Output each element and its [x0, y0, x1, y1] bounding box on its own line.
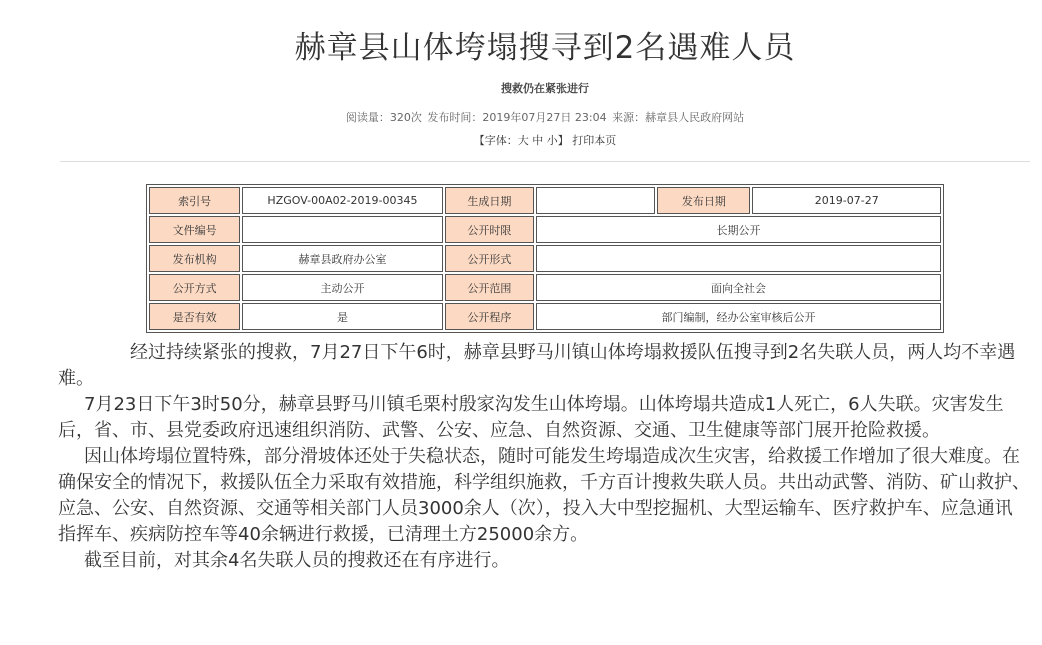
publisher-value: 赫章县政府办公室: [242, 245, 443, 272]
open-period-label: 公开时限: [445, 216, 534, 243]
metadata-table: [146, 184, 944, 333]
open-scope-value: 面向全社会: [536, 274, 941, 301]
index-value: HZGOV-00A02-2019-00345: [242, 187, 443, 214]
paragraph: 7月23日下午3时50分，赫章县野马川镇毛栗村殷家沟发生山体垮塌。山体垮塌共造成1人死亡，6人失联。灾害发生后，省、市、县党委政府迅速组织消防、武警、公安、应急、自然资源、交通、卫生健康等部门展开抢险救援。: [58, 394, 1004, 441]
paragraph: 截至目前，对其余4名失联人员的搜救还在有序进行。: [84, 550, 510, 571]
publish-date-label: 发布日期: [657, 187, 750, 214]
font-size-label: 【字体：: [473, 134, 518, 147]
article-meta: [60, 110, 1030, 126]
publish-time: 发布时间：2019年07月27日 23:04: [427, 111, 607, 124]
open-form-label: 公开形式: [445, 245, 534, 272]
document-number-value: [242, 216, 443, 243]
table-row: [149, 303, 941, 330]
table-row: [149, 274, 941, 301]
document-number-label: 文件编号: [149, 216, 240, 243]
article-header: [60, 0, 1030, 149]
open-period-value: 长期公开: [536, 216, 941, 243]
font-large-button[interactable]: 大: [517, 134, 529, 147]
article-title: 赫章县山体垮塌搜寻到2名遇难人员: [294, 30, 796, 66]
view-count: 阅读量：320次: [345, 111, 422, 124]
index-label: 索引号: [149, 187, 240, 214]
publisher-label: 发布机构: [149, 245, 240, 272]
article-source: 来源：赫章县人民政府网站: [612, 111, 745, 124]
header-divider: [60, 161, 1030, 162]
generated-date-label: 生成日期: [445, 187, 534, 214]
validity-value: 是: [242, 303, 443, 330]
open-scope-label: 公开范围: [445, 274, 534, 301]
font-small-button[interactable]: 小: [546, 134, 558, 147]
font-size-close: 】: [557, 134, 569, 147]
procedure-value: 部门编制，经办公室审核后公开: [536, 303, 941, 330]
print-button[interactable]: 打印本页: [572, 134, 617, 147]
open-method-label: 公开方式: [149, 274, 240, 301]
article-subtitle: 搜救仍在紧张进行: [501, 82, 589, 95]
publish-date-value: 2019-07-27: [752, 187, 941, 214]
table-row: [149, 245, 941, 272]
font-medium-button[interactable]: 中: [532, 134, 544, 147]
paragraph: 经过持续紧张的搜救，7月27日下午6时，赫章县野马川镇山体垮塌救援队伍搜寻到2名失联人员，两人均不幸遇难。: [58, 342, 1016, 389]
generated-date-value: [536, 187, 655, 214]
procedure-label: 公开程序: [445, 303, 534, 330]
open-form-value: [536, 245, 941, 272]
table-row: [149, 216, 941, 243]
article-tools: [60, 133, 1030, 149]
paragraph: 因山体垮塌位置特殊，部分滑坡体还处于失稳状态，随时可能发生垮塌造成次生灾害，给救援工作增加了很大难度。在确保安全的情况下，救援队伍全力采取有效措施，科学组织施救，千方百计搜救失联人员。共出动武警、消防、矿山救护、应急、公安、自然资源、交通等相关部门人员3000余人（次），投入大中型挖掘机、大型运输车、医疗救护车、应急通讯指挥车、疾病防控车等40余辆进行救援，已清理土方25000余方。: [58, 446, 1030, 545]
article-body: [58, 340, 1030, 574]
table-row: [149, 187, 941, 214]
validity-label: 是否有效: [149, 303, 240, 330]
open-method-value: 主动公开: [242, 274, 443, 301]
